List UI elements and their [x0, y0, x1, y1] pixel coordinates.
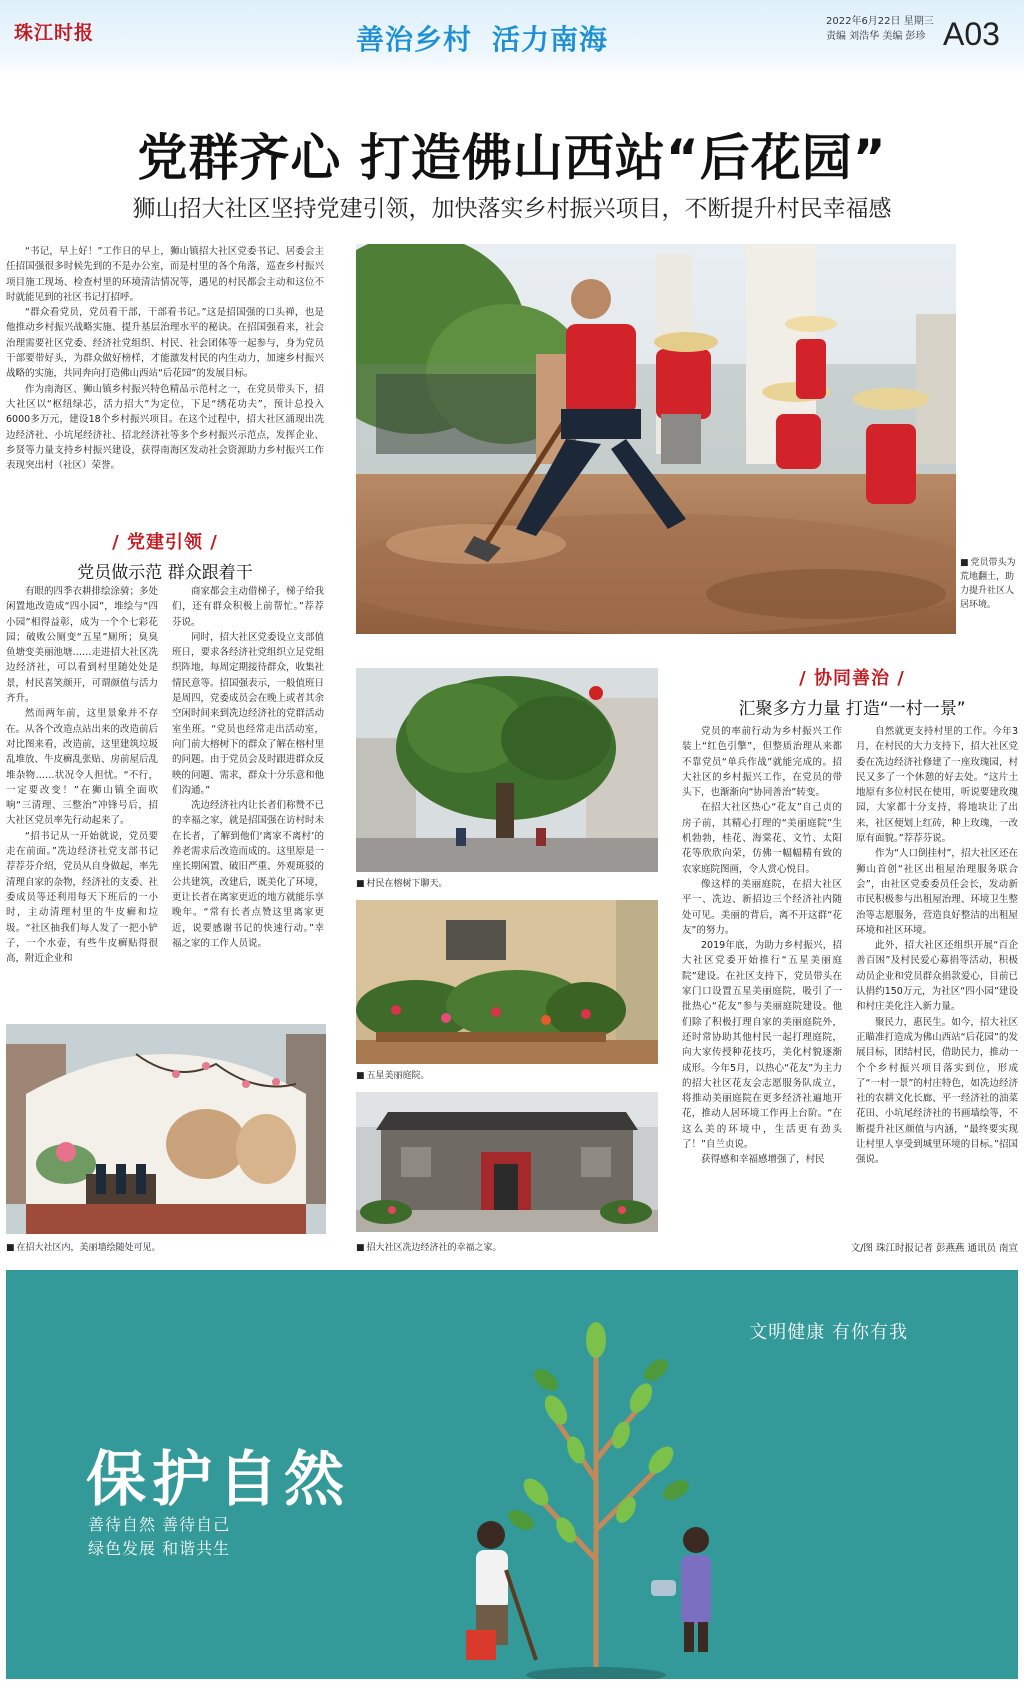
- main-headline: 党群齐心 打造佛山西站“后花园”: [137, 129, 887, 187]
- section2-column-1: [682, 724, 842, 1234]
- masthead: [0, 0, 1024, 78]
- section1-header: [6, 528, 324, 583]
- issue-date-block: [826, 14, 934, 44]
- section1-tag: / 党建引领 /: [112, 532, 218, 553]
- section2-header: [682, 664, 1022, 719]
- sub-headline: 狮山招大社区坚持党建引领，加快落实乡村振兴项目，不断提升村民幸福感: [132, 196, 892, 222]
- house-photo-caption: ■ 招大社区冼边经济社的幸福之家。: [356, 1240, 658, 1253]
- section2-column-2: [856, 724, 1018, 1234]
- tree-photo: [356, 668, 658, 872]
- section1-column-1: [6, 584, 158, 1014]
- section1-title: 党员做示范 群众跟着干: [77, 563, 253, 583]
- body-paragraph: 此外，招大社区还组织开展“百企善百困”及村民爱心募捐等活动，积极动员企业和党员群众捐款爱心，目前已认捐约150万元，为社区“四小园”建设和村庄美化注入新力量。: [856, 940, 1018, 1013]
- body-paragraph: 冼边经济社内让长者们称赞不已的幸福之家，就是招国强在访村时未在长者，了解到他们‘离家不离村’的养老需求后改造而成的。这里原是一座长期闲置、破旧严重、外观斑驳的公共建筑，改建后，既美化了环境，更让长者在离家更近的地方就能乐享晚年。“常有长者点赞这里离家更近，说要感谢书记的快速行动。”幸福之家的工作人员说。: [172, 800, 324, 949]
- main-photo: [356, 244, 956, 634]
- body-paragraph: 然而两年前，这里景象并不存在。从各个改造点站出来的改造前后对比图来看，改造前，这里建筑垃圾乱堆放、牛皮癣乱张贴、房前屋后乱堆杂物……状况令人担忧。“不行，一定要改变！”在狮山镇全面吹响“三清理、三整治”冲锋号后，招大社区党员率先行动起来了。: [6, 708, 158, 827]
- garden-photo: [356, 900, 658, 1064]
- body-paragraph: 有眼的四季衣耕排绘涂骑；多处闲置地改造成“四小园”，堆绘与“四小园”相得益彰，成为一个个七彩花园；破败公厕变“五星”厕所；臭臭鱼塘变美丽池塘……走进招大社区冼边经济社，可以看到村里随处处是景，村民喜笑颜开，可谓颜值与活力齐升。: [6, 586, 158, 705]
- intro-paragraph: “书记，早上好！”工作日的早上，狮山镇招大社区党委书记、居委会主任招国强很多时候先到的不是办公室，而是村里的各个角落，巡查乡村振兴项目施工现场、检查村里的环境清洁情况等，遇见的村民都会主动和这位不时就能见到的社区书记打招呼。: [6, 246, 324, 303]
- newspaper-logo: 珠江时报: [14, 22, 95, 44]
- house-photo: [356, 1092, 658, 1232]
- ad-title: 保护自然: [86, 1445, 350, 1515]
- mural-photo-image: [6, 1024, 326, 1234]
- body-paragraph: 在招大社区热心“花友”自己贞的房子前，其精心打理的“美丽庭院”生机勃勃，桂花、海棠花、文竹、太阳花等欣欣向荣，仿佛一幅幅精有致的农家庭院图画，令人赏心悦目。: [682, 802, 842, 875]
- issue-date: 2022年6月22日 星期三: [826, 16, 934, 27]
- section1-column-2: [172, 584, 324, 1014]
- intro-text: [6, 244, 324, 512]
- body-paragraph: 自然就更支持村里的工作。今年3月，在村民的大力支持下，招大社区党委在冼边经济社修建了一座玫瑰园，村民又多了一个休憩的好去处。“这片土地原有多位村民在使用，听说要建玫瑰园，大家都十分支持，将地块让了出来，社区便划上红砖，种上玫瑰，一改原有面貌。”荐荐芬说。: [856, 726, 1018, 845]
- page-number: A03: [943, 16, 1000, 52]
- garden-photo-image: [356, 900, 658, 1064]
- slogan-right: 活力南海: [492, 23, 609, 56]
- masthead-slogan: [356, 18, 628, 58]
- body-paragraph: 获得感和幸福感增强了，村民: [701, 1154, 825, 1166]
- tree-photo-image: [356, 668, 658, 872]
- body-paragraph: 2019年底，为助力乡村振兴，招大社区党委开始推行“五星美丽庭院”建设。在社区支持下，党员带头在家门口设置五星美丽庭院，吸引了一批热心“花友”参与美丽庭院建设。他们除了积极打理自家的美丽庭院外，还时常协助其他村民一起打理庭院，向大家传授种花技巧，美化村貌逐渐成形。今年5月，以热心“花友”为主力的招大社区花友会志愿服务队成立，将推动美丽庭院在更多经济社遍地开花，推动人居环境工作再上台阶。“在这么美的环境中，生活更有劲头了！”自兰贞说。: [682, 940, 842, 1151]
- intro-paragraph: “群众看党员，党员看干部，干部看书记。”这是招国强的口头禅，也是他推动乡村振兴战略实施、提升基层治理水平的秘诀。在招国强看来，社会治理需要社区党委、经济社党组织、村民、社会团体等一起参与，身为党员干部要带好头，为群众做好榜样，才能激发村民的内生动力，加速乡村振兴战略的实施，共同奔向打造佛山西站“后花园”的发展目标。: [6, 307, 324, 380]
- main-photo-image: [356, 244, 956, 634]
- editor-credits: 责编 刘浩华 美编 彭珍: [826, 31, 926, 42]
- section2-title: 汇聚多方力量 打造“一村一景”: [738, 699, 966, 719]
- garden-photo-caption: ■ 五星美丽庭院。: [356, 1068, 658, 1081]
- house-photo-image: [356, 1092, 658, 1232]
- body-paragraph: 聚民力，惠民生。如今，招大社区正瞄准打造成为佛山西站“后花园”的发展目标，团结村民，借助民力，推动一个个乡村振兴项目落实到位，形成了“一村一景”的村庄特色，如冼边经济社的农耕文化长廊、平一经济社的油菜花田、小坑尾经济社的书画墙绘等，不断提升社区颜值与内涵，“最终要实现让村里人享受到城里环境的目标。”招国强说。: [856, 1016, 1018, 1166]
- ad-top-slogan: 文明健康 有你有我: [749, 1322, 908, 1343]
- tree-photo-caption: ■ 村民在榕树下聊天。: [356, 876, 658, 889]
- body-paragraph: 同时，招大社区党委设立支部值班日，要求各经济社党组织立足党组织阵地，每周定期接待群众，收集社情民意等。招国强表示，一般值班日是周四，党委成员会在晚上或者其余空闲时间来到冼边经济社的党群活动室坐班。“党员也经常走出活动室，向门前大榕树下的群众了解在榕村里的问题。由于党员会及时跟进群众反映的问题、需求，群众十分乐意和他们沟通。”: [172, 631, 324, 796]
- ad-line-2: 绿色发展 和谐共生: [88, 1539, 231, 1558]
- public-service-ad: [6, 1270, 1018, 1679]
- ad-line-1: 善待自然 善待自己: [88, 1515, 231, 1534]
- body-paragraph: 作为“人口倒挂村”，招大社区还在狮山首创“社区出租屋治理服务联合会”，由社区党委委员任会长，发动新市民积极参与出租屋治理、环境卫生整治等志愿服务，营造良好整洁的出租屋环境和社区环境。: [856, 848, 1018, 936]
- section2-tag: / 协同善治 /: [799, 668, 905, 689]
- body-paragraph: 商家都会主动借梯子，梯子给我们，还有群众积极上前帮忙。”荐荐芬说。: [172, 586, 324, 628]
- mural-photo: [6, 1024, 326, 1234]
- body-paragraph: 党员的率前行动为乡村振兴工作装上“红色引擎”，但整质治理从来都不靠党员“单兵作战”就能完成的。招大社区的乡村振兴工作，在党员的带头下，也渐渐向“协同善治”转变。: [682, 726, 842, 799]
- tree-planting-illustration: [446, 1310, 766, 1679]
- byline: 文/图 珠江时报记者 彭燕燕 通讯员 南宣: [850, 1243, 1018, 1254]
- body-paragraph: 像这样的美丽庭院，在招大社区平一、冼边、新招边三个经济社内随处可见。美丽的背后，离不开这群“花友”的努力。: [682, 878, 842, 936]
- main-photo-caption: ■ 党员带头为荒地翻土，助力提升社区人居环境。: [960, 556, 1020, 612]
- body-paragraph: “招书记从一开始就说，党员要走在前面。”冼边经济社党支部书记荐荐芬介绍，党员从自身做起，率先清理自家的杂物，经济社的支委、社委成员等还利用每天下班后的一小时，主动清理村里的牛皮癣和垃圾。“社区抽我们每人发了一把小铲子，一个水壶，有些牛皮癣贴得很高，附近企业和: [6, 830, 158, 965]
- slogan-left: 善治乡村: [356, 23, 473, 56]
- mural-photo-caption: ■ 在招大社区内，美丽墙绘随处可见。: [6, 1240, 326, 1253]
- intro-paragraph: 作为南海区、狮山镇乡村振兴特色精品示范村之一，在党员带头下，招大社区以“枢纽绿芯，活力招大”为定位，下足“绣花功夫”，预计总投入6000多万元，建设18个乡村振兴项目。在这个过程中，招大社区涌现出冼边经济社、小坑尾经济社、招北经济社等多个乡村振兴示范点，发挥企业、乡贤等力量支持乡村振兴建设，获得南海区发动社会资源助力乡村振兴工作表现突出村（社区）荣誉。: [6, 383, 324, 472]
